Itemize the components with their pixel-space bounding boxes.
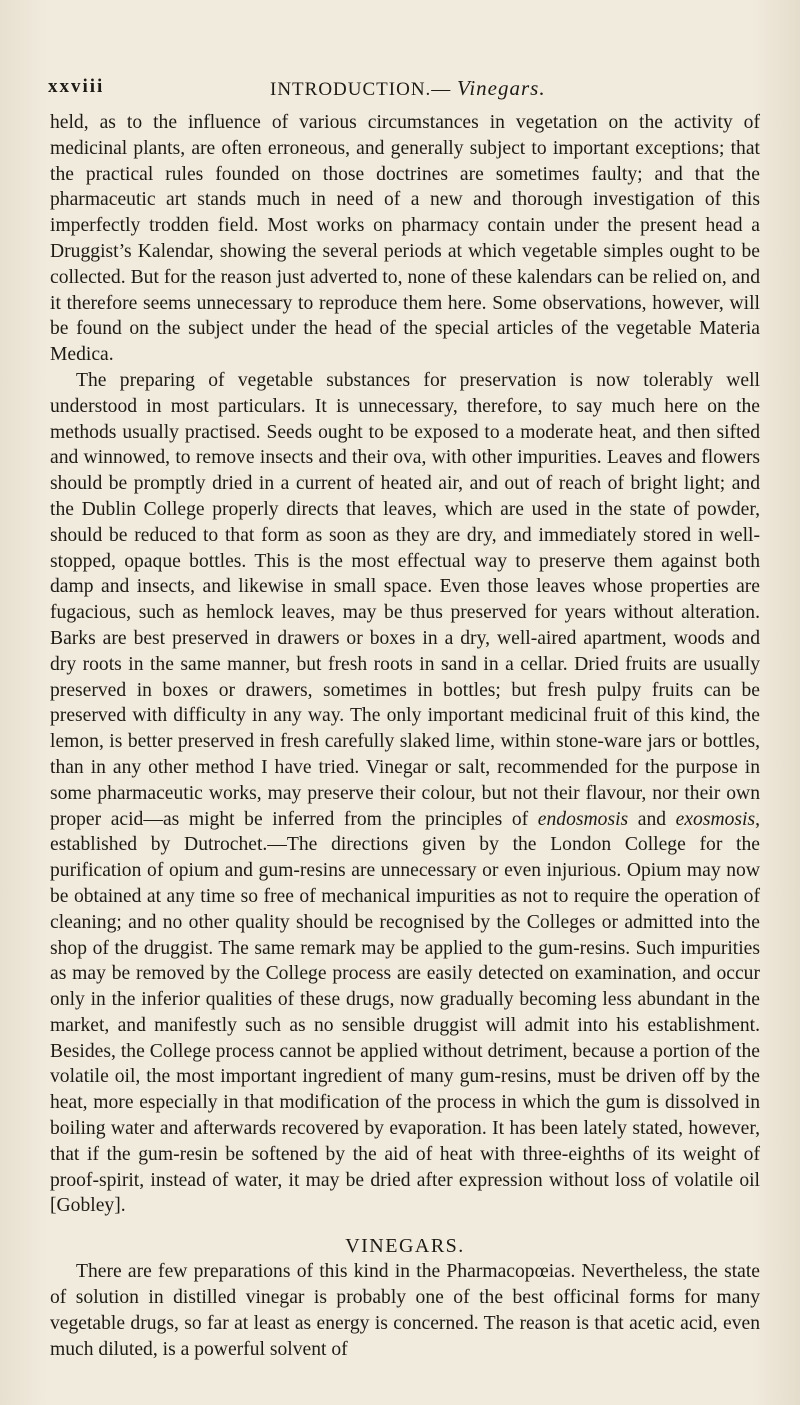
paragraph-text: The preparing of vegetable substances for preservation is now tolerably well understood in most particulars. It is unnecessary, therefore, to say much here on the methods usually practised. Seeds ought to be exposed to a moderate heat, and then sifted and winnowed, to remove insects and their ova, with other impurities. Leaves and flowers should be promptly dried in a current of heated air, and out of reach of bright light; and the Dublin College properly directs that leaves, which are used in the state of powder, should be reduced to that form as soon as they are dry, and immediately stored in well-stopped, opaque bottles. This is the most effectual way to preserve them against both damp and insects, and likewise in small space. Even those leaves whose properties are fugacious, such as hemlock leaves, may be thus preserved for years without alteration. Barks are best preserved in drawers or boxes in a dry, well-aired apartment, woods and dry roots in the same manner, but fresh roots in sand in a cellar. Dried fruits are usually preserved in boxes or drawers, sometimes in bottles; but fresh pulpy fruits can be preserved with difficulty in any way. The only important medicinal fruit of this kind, the lemon, is better preserved in fresh carefully slaked lime, within stone-ware jars or bottles, than in any other method I have tried. Vinegar or salt, recommended for the purpose in some pharmaceutic works, may preserve their colour, but not their flavour, nor their own proper acid—as might be inferred from the principles of xyxy=(50,369,760,830)
running-title xyxy=(270,76,546,101)
paragraph-preservation xyxy=(50,368,760,1219)
page-number: xxviii xyxy=(48,76,105,97)
paragraph-vinegars: There are few preparations of this kind in the Pharmacopœias. Nevertheless, the state of solution in distilled vinegar is probably one of the best officinal forms for many vegetable drugs, so far at least as energy is concerned. The reason is that acetic acid, even much diluted, is a powerful solvent of xyxy=(50,1261,760,1360)
paragraph-text: , established by Dutrochet.—The directions given by the London College for the purification of opium and gum-resins are unnecessary or even injurious. Opium may now be obtained at any time so free of mechanical impurities as not to require the operation of cleaning; and no other quality should be recognised by the Colleges or admitted into the shop of the druggist. The same remark may be applied to the gum-resins. Such impurities as may be removed by the College process are easily detected on examination, and occur only in the inferior qualities of these drugs, now gradually becoming less abundant in the market, and manifestly such as no sensible druggist will admit into his establishment. Besides, the College process cannot be applied without detriment, because a portion of the volatile oil, the most important ingredient of many gum-resins, must be driven off by the heat, more especially in that modification of the process in which the gum is dissolved in boiling water and afterwards recovered by evaporation. It has been lately stated, however, that if the gum-resin be softened by the aid of heat with three-eighths of its weight of proof-spirit, instead of water, it may be dried after expression without loss of volatile oil [Gobley]. xyxy=(50,808,760,1217)
running-title-section: Vinegars. xyxy=(457,76,546,100)
italic-term: exosmosis xyxy=(675,808,756,830)
italic-term: endosmosis xyxy=(537,808,629,830)
paragraph-continuation: held, as to the influence of various circumstances in vegetation on the activity of medicinal plants, are often erroneous, and generally subject to important exceptions; that the practical rules founded on those doctrines are sometimes faulty; and that the pharmaceutic art stands much in need of a new and thorough investigation of this imperfectly trodden field. Most works on pharmacy contain under the present head a Druggist’s Kalendar, showing the several periods at which vegetable simples ought to be collected. But for the reason just adverted to, none of these kalendars can be relied on, and it therefore seems unnecessary to reproduce them here. Some observations, however, will be found on the subject under the head of the special articles of the vegetable Materia Medica. xyxy=(50,112,760,366)
section-heading: VINEGARS. xyxy=(345,1235,465,1258)
running-title-prefix: INTRODUCTION.— xyxy=(270,79,458,100)
paragraph-text: and xyxy=(628,808,676,830)
running-header xyxy=(48,76,758,106)
main-text xyxy=(50,110,760,1362)
